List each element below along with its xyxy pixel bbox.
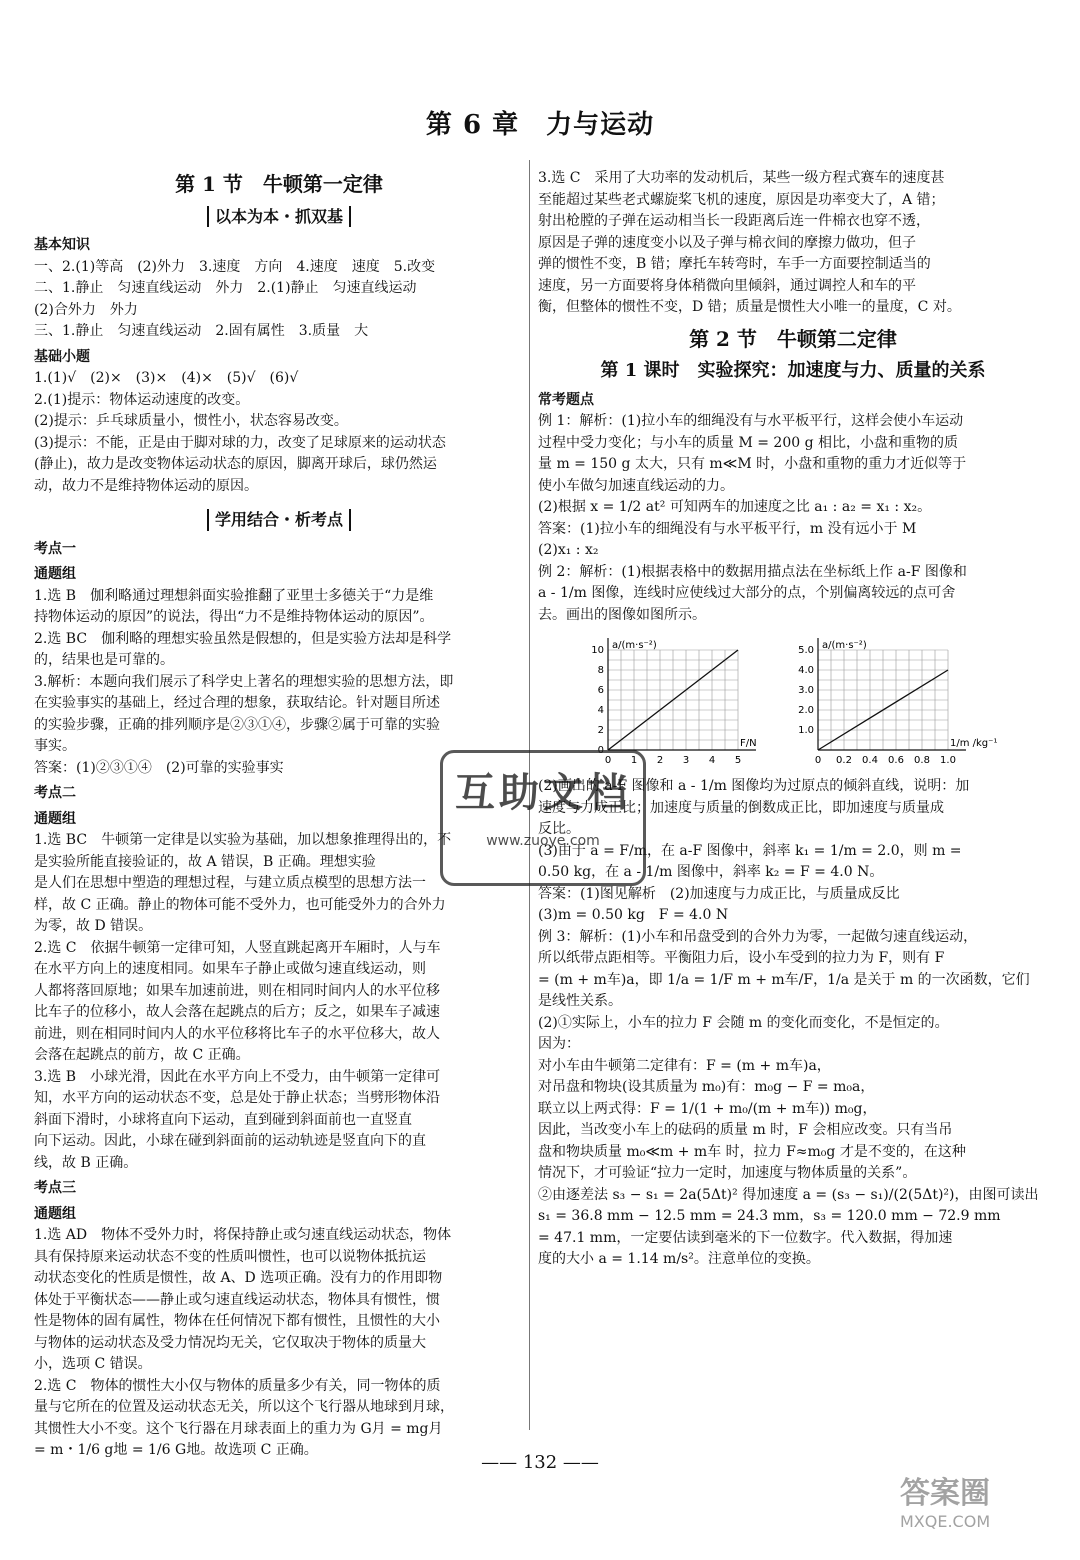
right-top-lines [538, 168, 1048, 319]
text-line: = m・1/6 g地 = 1/6 G地。故选项 C 正确。 [34, 1442, 318, 1458]
text-line: 动状态变化的性质是惯性，故 A、D 选项正确。没有力的作用即物 [34, 1270, 443, 1286]
x-tick-label: 0.8 [914, 755, 930, 766]
x-tick-label: 0 [814, 755, 822, 766]
text-line: 2.选 BC 伽利略的理想实验虽然是假想的，但是实验方法却是科学 [34, 630, 452, 647]
example-1-lines [538, 411, 1048, 562]
kaodian-2-group: 通题组 [34, 810, 76, 827]
text-line: 原因是子弹的速度变小以及子弹与棉衣间的摩擦力做功，但子 [538, 234, 916, 251]
text-line: 与物体的运动状态及受力情况均无关，它仅取决于物体的质量大 [34, 1334, 426, 1351]
text-line: 至能超过某些老式螺旋桨飞机的速度，原因是功率变大了，A 错； [538, 191, 945, 208]
section-title-1: 第 1 节 牛顿第一定律 [175, 172, 383, 196]
text-line: (2)根据 x = 1/2 at² 可知两车的加速度之比 a₁ : a₂ = x₁ : x₂。 [538, 499, 932, 515]
text-line: 是实验所能直接验证的，故 A 错误，B 正确。理想实验 [34, 853, 376, 870]
text-line: 前进，则在相同时间内人的水平位移将比车子的水平位移大，故人 [34, 1025, 440, 1042]
text-line: 向下运动。因此，小球在碰到斜面前的运动轨迹是竖直向下的直 [34, 1133, 426, 1149]
chart-a-inv-m [788, 632, 998, 772]
text-line: 2.(1)提示：物体运动速度的改变。 [34, 391, 250, 408]
text-line: a - 1/m 图像，连线时应使线过大部分的点，个别偏离较远的点可舍 [538, 585, 956, 601]
text-line: 过程中受力变化；与小车的质量 M = 200 g 相比，小盘和重物的质 [538, 434, 958, 451]
text-line: 知，水平方向的运动状态不变，总是处于静止状态；当劈形物体沿 [34, 1090, 440, 1106]
text-line: 例 2：解析：(1)根据表格中的数据用描点法在坐标纸上作 a-F 图像和 [538, 563, 967, 580]
text-line: 量与它所在的位置及运动状态无关，所以这个飞行器从地球到月球， [34, 1399, 454, 1415]
text-line: 在水平方向上的速度相同。如果车子静止或做匀速直线运动，则 [34, 961, 426, 977]
text-line: 3.选 B 小球光滑，因此在水平方向上不受力，由牛顿第一定律可 [34, 1068, 441, 1085]
text-line: 三、1.静止 匀速直线运动 2.固有属性 3.质量 大 [34, 323, 369, 339]
y-tick-label: 5.0 [798, 645, 814, 656]
text-line: 去。画出的图像如图所示。 [538, 606, 706, 623]
text-line: (静止)，故力是改变物体运动状态的原因，脚离开球后，球仍然运 [34, 456, 437, 472]
y-axis-label: a/(m·s⁻²) [822, 640, 867, 651]
common-head: 常考题点 [538, 391, 594, 408]
text-line: 小，选项 C 错误。 [34, 1356, 152, 1372]
text-line: 1.选 AD 物体不受外力时，将保持静止或匀速直线运动状态，物体 [34, 1227, 452, 1243]
y-tick-label: 2.0 [798, 705, 814, 716]
y-tick-label: 0 [597, 745, 604, 756]
text-line: (2)提示：乒乓球质量小，惯性小，状态容易改变。 [34, 413, 348, 429]
text-line: 度的大小 a = 1.14 m/s²。注意单位的变换。 [538, 1251, 820, 1267]
text-line: 速度，另一方面要将身体稍微向里倾斜，通过调控人和车的平 [538, 277, 916, 294]
text-line: 因此，当改变小车上的砝码的质量 m 时，F 会相应改变。只有当吊 [538, 1122, 953, 1138]
y-tick-label: 6 [597, 685, 604, 696]
kaodian-3-head: 考点三 [34, 1180, 76, 1196]
kaodian-1-group: 通题组 [34, 566, 76, 582]
text-line: 斜面下滑时，小球将直向下运动，直到碰到斜面前也一直竖直 [34, 1111, 412, 1128]
text-line: 对吊盘和物块(设其质量为 m₀)有：m₀g − F = m₀a， [538, 1079, 875, 1095]
text-line: 动，故力不是维持物体运动的原因。 [34, 477, 258, 494]
x-axis-label: 1/m /kg⁻¹ [950, 738, 998, 749]
text-line: 是线性关系。 [538, 993, 622, 1009]
text-line: 联立以上两式得：F = 1/(1 + m₀/(m + m车)) m₀g， [538, 1100, 877, 1117]
small-questions-head: 基础小题 [34, 348, 90, 365]
x-tick-label: 2 [656, 755, 664, 766]
y-tick-label: 8 [597, 665, 604, 676]
text-line: 2.选 C 物体的惯性大小仅与物体的质量多少有关，同一物体的质 [34, 1377, 441, 1394]
text-line: 是人们在思想中塑造的理想过程，与建立质点模型的思想方法一 [34, 875, 426, 891]
text-line: 因为： [538, 1036, 580, 1052]
text-line: s₁ = 36.8 mm − 12.5 mm = 24.3 mm，s₃ = 120.0 mm − 72.9 mm [538, 1208, 1001, 1224]
text-line: 会落在起跳点的前方，故 C 正确。 [34, 1047, 250, 1063]
right-column [538, 168, 1048, 1271]
example-3-lines [538, 927, 1048, 1271]
y-tick-label: 10 [591, 645, 604, 656]
banner-study: 学用结合・析考点 [34, 509, 524, 531]
watermark2-text: 答案圈 [900, 1476, 990, 1511]
y-tick-label: 3.0 [798, 685, 814, 696]
x-tick-label: 3 [682, 755, 690, 766]
y-tick-label: 2 [597, 725, 604, 736]
watermark-corner [900, 1468, 1060, 1531]
text-line: 0.50 kg，在 a - 1/m 图像中，斜率 k₂ = F = 4.0 N。 [538, 864, 884, 880]
page-number: —— 132 —— [481, 1452, 599, 1473]
text-line: 答案：(1)拉小车的细绳没有与水平板平行，m 没有远小于 M [538, 520, 917, 537]
text-line: (3)提示：不能，正是由于脚对球的力，改变了足球原来的运动状态 [34, 434, 446, 451]
text-line: 具有保持原来运动状态不变的性质叫惯性，也可以说物体抵抗运 [34, 1248, 426, 1265]
text-line: 人都将落回原地；如果车加速前进，则在相同时间内人的水平位移 [34, 982, 440, 999]
watermark-stamp [440, 750, 646, 886]
text-line: 所以纸带点距相等。平衡阻力后，设小车受到的拉力为 F，则有 F [538, 950, 945, 966]
text-line: 3.选 C 采用了大功率的发动机后，某些一级方程式赛车的速度甚 [538, 170, 945, 186]
x-tick-label: 0.6 [888, 755, 904, 766]
text-line: 答案：(1)图见解析 (2)加速度与力成正比，与质量成反比 [538, 885, 900, 902]
text-line: 1.(1)√ (2)× (3)× (4)× (5)√ (6)√ [34, 370, 299, 386]
text-line: 其惯性大小不变。这个飞行器在月球表面上的重力为 G月 = mg月 [34, 1420, 443, 1437]
text-line: 2.选 C 依据牛顿第一定律可知，人竖直跳起离开车厢时，人与车 [34, 939, 441, 956]
x-axis-label: F/N [740, 738, 757, 749]
text-line: 答案：(1)②③①④ (2)可靠的实验事实 [34, 759, 284, 776]
text-line: 3.解析：本题向我们展示了科学史上著名的理想实验的思想方法，即 [34, 673, 454, 690]
text-line: ②由逐差法 s₃ − s₁ = 2a(5Δt)² 得加速度 a = (s₃ − s₁)/(2(5Δt)²)，由图可读出 [538, 1186, 1039, 1203]
kaodian-3-lines [34, 1225, 524, 1462]
text-line: 反比。 [538, 821, 580, 837]
basic-knowledge-head: 基本知识 [34, 237, 90, 253]
y-axis-label: a/(m·s⁻²) [612, 640, 657, 651]
x-tick-label: 0.2 [836, 755, 852, 766]
text-line: 为零，故 D 错误。 [34, 918, 153, 934]
text-line: 对小车由牛顿第二定律有：F = (m + m车)a， [538, 1057, 831, 1074]
text-line: 事实。 [34, 738, 76, 754]
text-line: (2)①实际上，小车的拉力 F 会随 m 的变化而变化，不是恒定的。 [538, 1014, 949, 1031]
text-line: 情况下，才可验证“拉力一定时，加速度与物体质量的关系”。 [538, 1165, 917, 1181]
y-tick-label: 4.0 [798, 665, 814, 676]
banner-basics: 以本为本・抓双基 [34, 206, 524, 228]
text-line: (2)x₁ : x₂ [538, 542, 599, 558]
small-lines [34, 368, 524, 497]
x-tick-label: 4 [708, 755, 716, 766]
text-line: 持物体运动的原因”的说法，得出“力不是维持物体运动的原因”。 [34, 609, 434, 625]
text-line: 速度与力成正比；加速度与质量的倒数成正比，即加速度与质量成 [538, 799, 944, 816]
x-tick-label: 1.0 [940, 755, 956, 766]
text-line: 性是物体的固有属性，物体在任何情况下都有惯性，且惯性的大小 [34, 1313, 440, 1329]
x-tick-label: 0.4 [862, 755, 878, 766]
text-line: 1.选 B 伽利略通过理想斜面实验推翻了亚里士多德关于“力是维 [34, 587, 434, 604]
kaodian-2-head: 考点二 [34, 785, 76, 801]
text-line: 的实验步骤，正确的排列顺序是②③①④，步骤②属于可靠的实验 [34, 716, 440, 733]
text-line: (2)合外力 外力 [34, 301, 138, 318]
text-line: = 47.1 mm，一定要估读到毫米的下一位数字。代入数据，得加速 [538, 1229, 953, 1246]
text-line: 线，故 B 正确。 [34, 1154, 138, 1171]
text-line: (3)由于 a = F/m，在 a-F 图像中，斜率 k₁ = 1/m = 2.0，则 m = [538, 842, 962, 859]
text-line: 例 1：解析：(1)拉小车的细绳没有与水平板平行，这样会使小车运动 [538, 413, 964, 429]
example-2-lines [538, 562, 1048, 627]
text-line: 使小车做匀加速直线运动的力。 [538, 477, 734, 494]
text-line: 二、1.静止 匀速直线运动 外力 2.(1)静止 匀速直线运动 [34, 280, 417, 296]
chapter-title: 第 6 章 力与运动 [425, 110, 655, 140]
kaodian-1-head: 考点一 [34, 540, 76, 557]
watermark2-url: MXQE.COM [900, 1512, 991, 1531]
text-line: 的，结果也是可靠的。 [34, 652, 174, 668]
basic-lines [34, 257, 524, 343]
watermark-text: 互助文档 [455, 770, 631, 816]
y-tick-label: 1.0 [798, 725, 814, 736]
text-line: 射出枪膛的子弹在运动相当长一段距离后连一件棉衣也穿不透， [538, 213, 930, 229]
lesson-title: 第 1 课时 实验探究：加速度与力、质量的关系 [600, 360, 986, 381]
section-title-2: 第 2 节 牛顿第二定律 [689, 326, 897, 351]
text-line: 1.选 BC 牛顿第一定律是以实验为基础，加以想象推理得出的，不 [34, 832, 452, 848]
text-line: 量 m = 150 g 太大，只有 m≪M 时，小盘和重物的重力才近似等于 [538, 456, 967, 472]
text-line: 例 3：解析：(1)小车和吊盘受到的合外力为零，一起做匀速直线运动， [538, 928, 978, 945]
text-line: 盘和物块质量 m₀≪m + m车 时，拉力 F≈m₀g 才是不变的，在这种 [538, 1143, 966, 1160]
text-line: (2)画出的 a-F 图像和 a - 1/m 图像均为过原点的倾斜直线，说明：加 [538, 778, 970, 794]
text-line: 在实验事实的基础上，经过合理的想象，获取结论。针对题目所述 [34, 695, 440, 711]
text-line: 体处于平衡状态——静止或匀速直线运动状态，物体具有惯性，惯 [34, 1291, 440, 1308]
watermark-url: www.zuoye.com [486, 833, 600, 849]
text-line: (3)m = 0.50 kg F = 4.0 N [538, 907, 729, 923]
text-line: 样，故 C 正确。静止的物体可能不受外力，也可能受外力的合外力 [34, 896, 446, 913]
y-tick-label: 4 [597, 705, 604, 716]
text-line: 一、2.(1)等高 (2)外力 3.速度 方向 4.速度 速度 5.改变 [34, 258, 436, 275]
x-tick-label: 0 [604, 755, 612, 766]
text-line: 比车子的位移小，故人会落在起跳点的后方；反之，如果车子减速 [34, 1004, 440, 1020]
text-line: = (m + m车)a，即 1/a = 1/F m + m车/F，1/a 是关于 m 的一次函数，它们 [538, 971, 1030, 988]
x-tick-label: 5 [734, 755, 742, 766]
text-line: 弹的惯性不变，B 错；摩托车转弯时，车手一方面要控制适当的 [538, 256, 931, 272]
kaodian-3-group: 通题组 [34, 1205, 76, 1222]
x-tick-label: 1 [630, 755, 638, 766]
text-line: 衡，但整体的惯性不变，D 错；质量是惯性大小唯一的量度，C 对。 [538, 299, 961, 315]
